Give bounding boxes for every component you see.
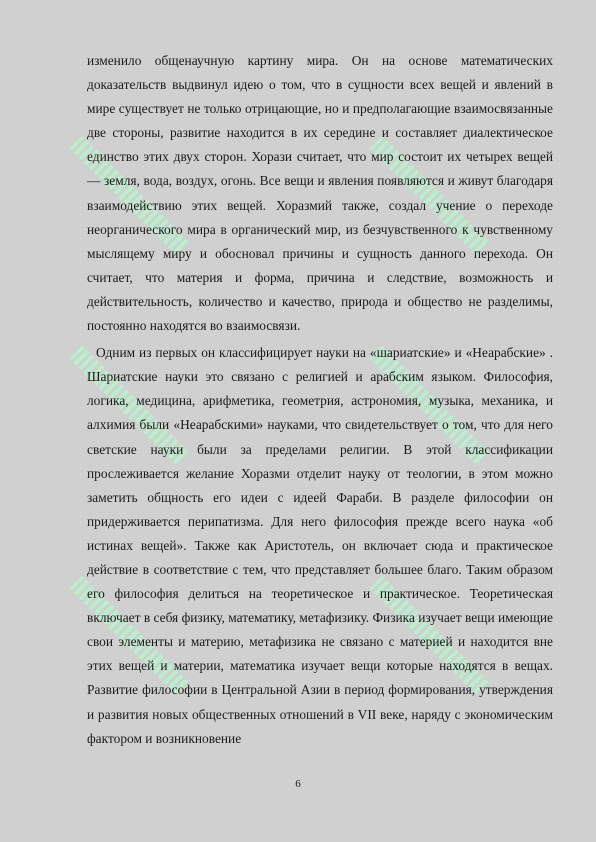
paragraph: изменило общенаучную картину мира. Он на основе математических доказательств выдвинул идею о том, что в сущности всех вещей и явлений в мире существует не только отрицающие, но и предполагающие взаимосвязанные две стороны, развитие находится в их середине и составляет диалектическое единство этих двух сторон. Хорази считает, что мир состоит их четырех вещей — земля, вода, воздух, огонь. Все вещи и явления появляются и живут благодаря взаимодействию этих вещей. Хоразмий также, создал учение о переходе неорганического мира в органический мир, из безчувственного к чувственному мыслящему миру и обосновал причины и сущность данного перехода. Он считает, что материя и форма, причина и следствие, возможность и действительность, количество и качество, природа и общество не разделимы, постоянно находятся во взаимосвязи. bbox=[87, 53, 553, 334]
page-body bbox=[87, 49, 553, 751]
paragraph: Одним из первых он классифицирует науки на «шариатские» и «Неарабские» . Шариатские науки это связано с религией и арабским языком. Философия, логика, медицина, арифметика, геометрия, астрономия, музыка, механика, и алхимия были «Неарабскими» науками, что свидетельствует о том, что для него светские науки были за пределами религии. В этой классификации прослеживается желание Хоразми отделит науку от теологии, в этом можно заметить общность его идеи с идеей Фараби. В разделе философии он придерживается перипатизма. Для него философия прежде всего наука «об истинах вещей». Также как Аристотель, он включает сюда и практическое действие в соответствие с тем, что представляет большее благо. Таким образом его философия делиться на теоретическое и практическое. Теоретическая включает в себя физику, математику, метафизику. Физика изучает вещи имеющие свои элементы и материю, метафизика не связано с материей и находится вне этих вещей и материи, математика изучает вещи которые находятся в вещах. Развитие философии в Центральной Азии в период формирования, утверждения и развития новых общественных отношений в VII веке, наряду с экономическим фактором и возникновение bbox=[87, 345, 553, 746]
page-number: 6 bbox=[295, 778, 301, 790]
